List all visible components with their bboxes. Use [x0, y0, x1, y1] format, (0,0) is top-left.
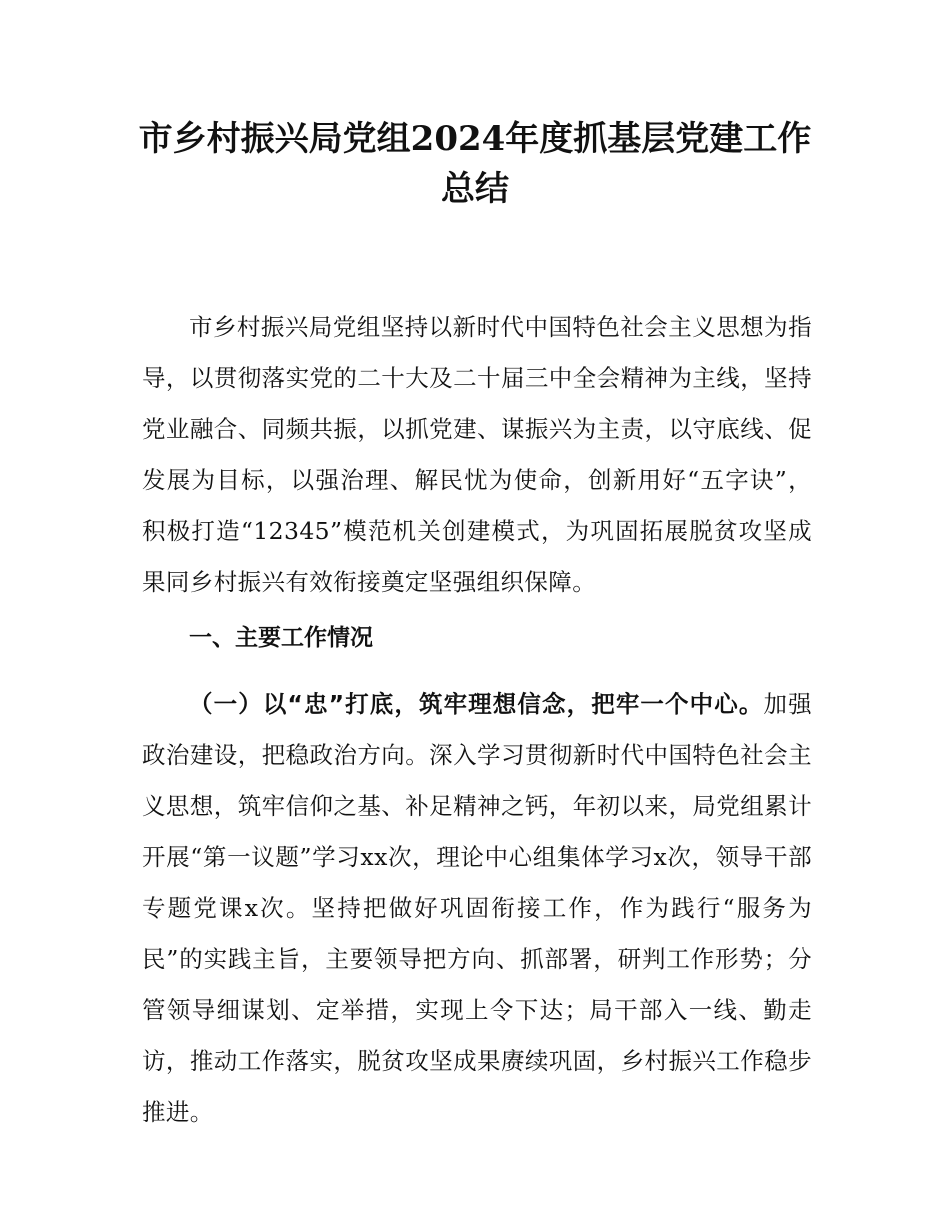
document-title-line-2: 总结	[441, 169, 509, 209]
section-heading: 一、主要工作情况	[189, 625, 373, 651]
subsection-lead: （一）以“忠”打底，筑牢理想信念，把牢一个中心。	[189, 690, 764, 718]
intro-paragraph: 市乡村振兴局党组坚持以新时代中国特色社会主义思想为指导，以贯彻落实党的二十大及二十届三中全会精神为主线，坚持党业融合、同频共振，以抓党建、谋振兴为主责，以守底线、促发展为目标，以强治理、解民忧为使命，创新用好“五字诀”，积极打造“12345”模范机关创建模式，为巩固拓展脱贫攻坚成果同乡村振兴有效衔接奠定坚强组织保障。	[142, 313, 812, 596]
subsection-paragraph	[142, 679, 812, 1138]
document-title-line-1: 市乡村振兴局党组2024年度抓基层党建工作	[138, 119, 812, 159]
subsection-body: 加强政治建设，把稳政治方向。深入学习贯彻新时代中国特色社会主义思想，筑牢信仰之基、补足精神之钙，年初以来，局党组累计开展“第一议题”学习xx次，理论中心组集体学习x次，领导干部专题党课x次。坚持把做好巩固衔接工作，作为践行“服务为民”的实践主旨，主要领导把方向、抓部署，研判工作形势；分管领导细谋划、定举措，实现上令下达；局干部入一线、勤走访，推动工作落实，脱贫攻坚成果赓续巩固，乡村振兴工作稳步推进。	[142, 690, 812, 1126]
